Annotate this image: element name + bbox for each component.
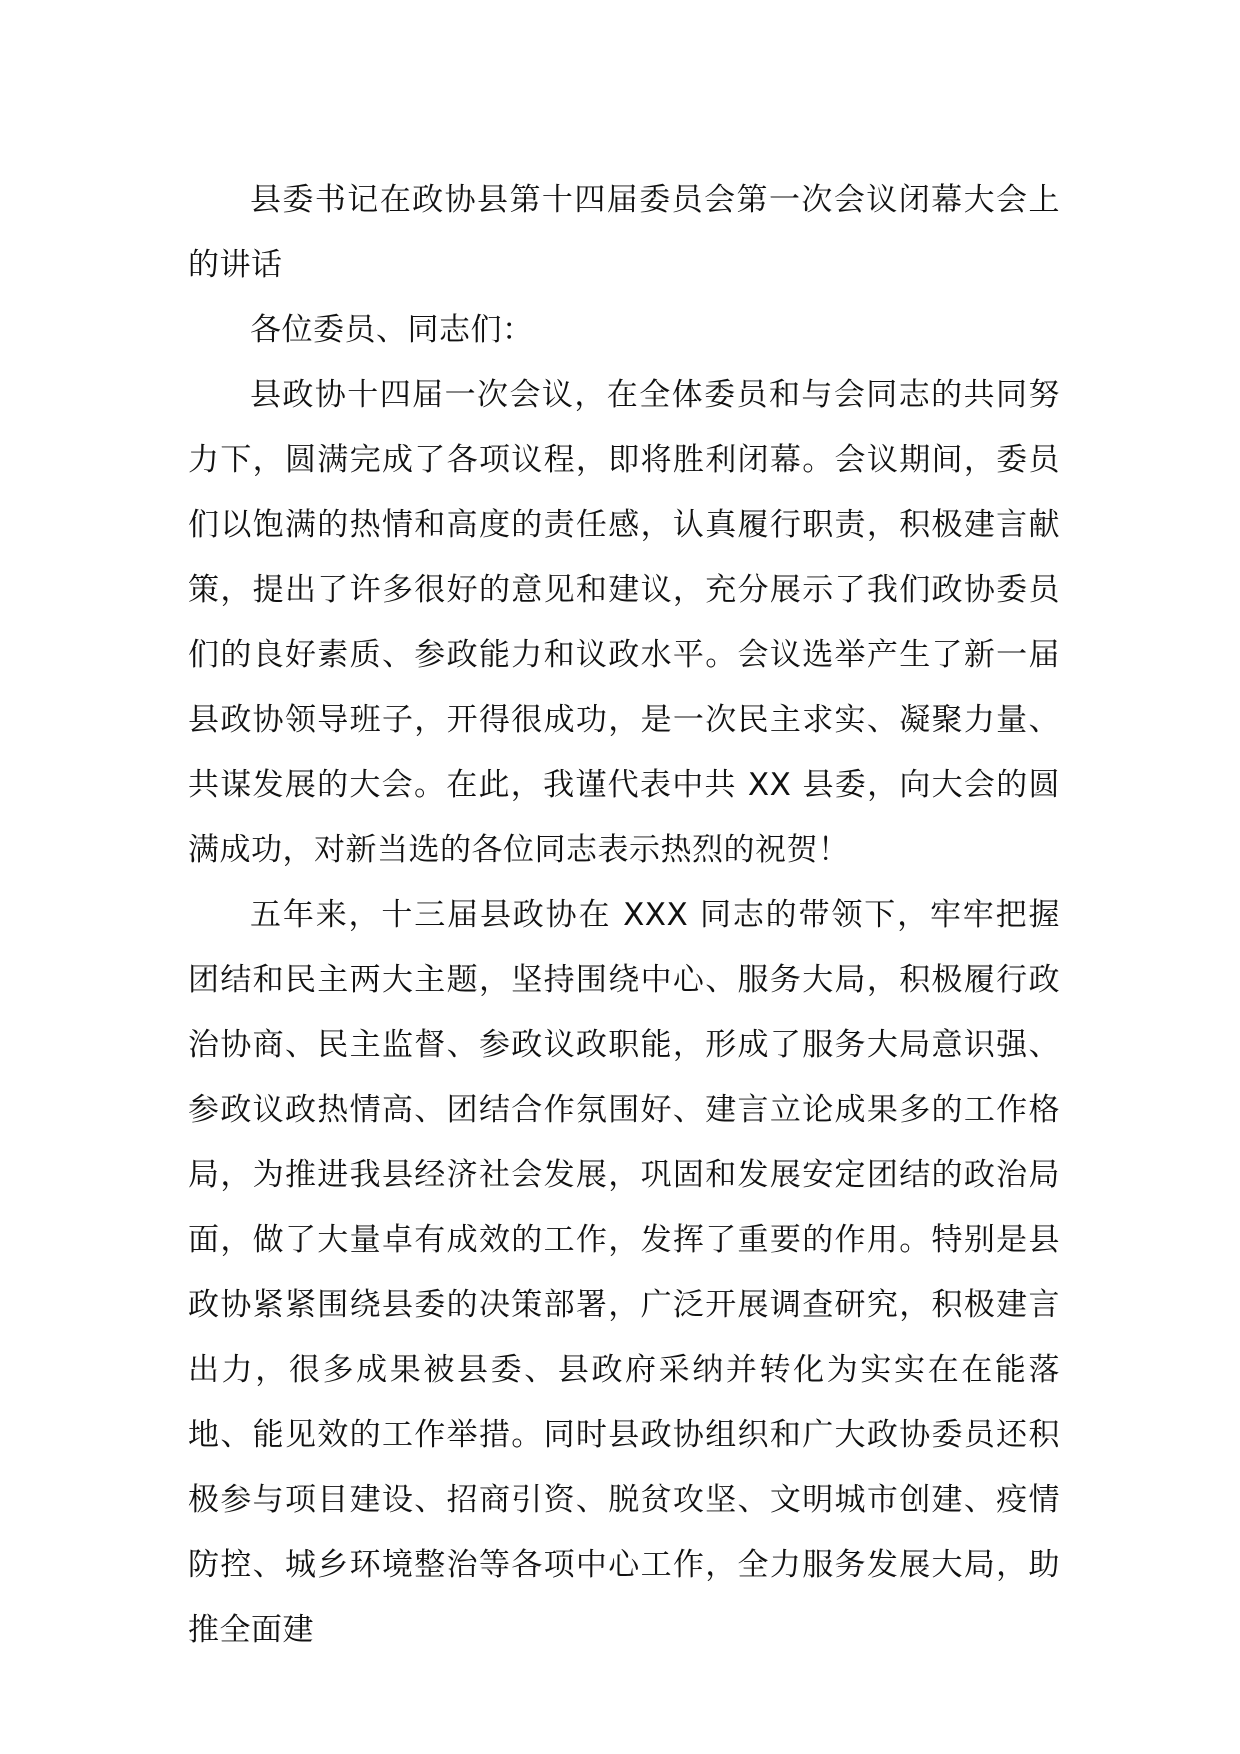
body-paragraph-1: 县政协十四届一次会议，在全体委员和与会同志的共同努力下，圆满完成了各项议程，即将胜利闭幕。会议期间，委员们以饱满的热情和高度的责任感，认真履行职责，积极建言献策，提出了许多很好的意见和建议，充分展示了我们政协委员们的良好素质、参政能力和议政水平。会议选举产生了新一届县政协领导班子，开得很成功，是一次民主求实、凝聚力量、共谋发展的大会。在此，我谨代表中共 XX 县委，向大会的圆满成功，对新当选的各位同志表示热烈的祝贺！	[188, 377, 1060, 868]
body-paragraph-2: 五年来，十三届县政协在 XXX 同志的带领下，牢牢把握团结和民主两大主题，坚持围绕中心、服务大局，积极履行政治协商、民主监督、参政议政职能，形成了服务大局意识强、参政议政热情高、团结合作氛围好、建言立论成果多的工作格局，为推进我县经济社会发展，巩固和发展安定团结的政治局面，做了大量卓有成效的工作，发挥了重要的作用。特别是县政协紧紧围绕县委的决策部署，广泛开展调查研究，积极建言出力，很多成果被县委、县政府采纳并转化为实实在在能落地、能见效的工作举措。同时县政协组织和广大政协委员还积极参与项目建设、招商引资、脱贫攻坚、文明城市创建、疫情防控、城乡环境整治等各项中心工作，全力服务发展大局，助推全面建	[188, 897, 1060, 1648]
document-title: 县委书记在政协县第十四届委员会第一次会议闭幕大会上的讲话	[188, 182, 1060, 283]
document-body	[188, 168, 1060, 1663]
salutation: 各位委员、同志们：	[250, 312, 534, 348]
